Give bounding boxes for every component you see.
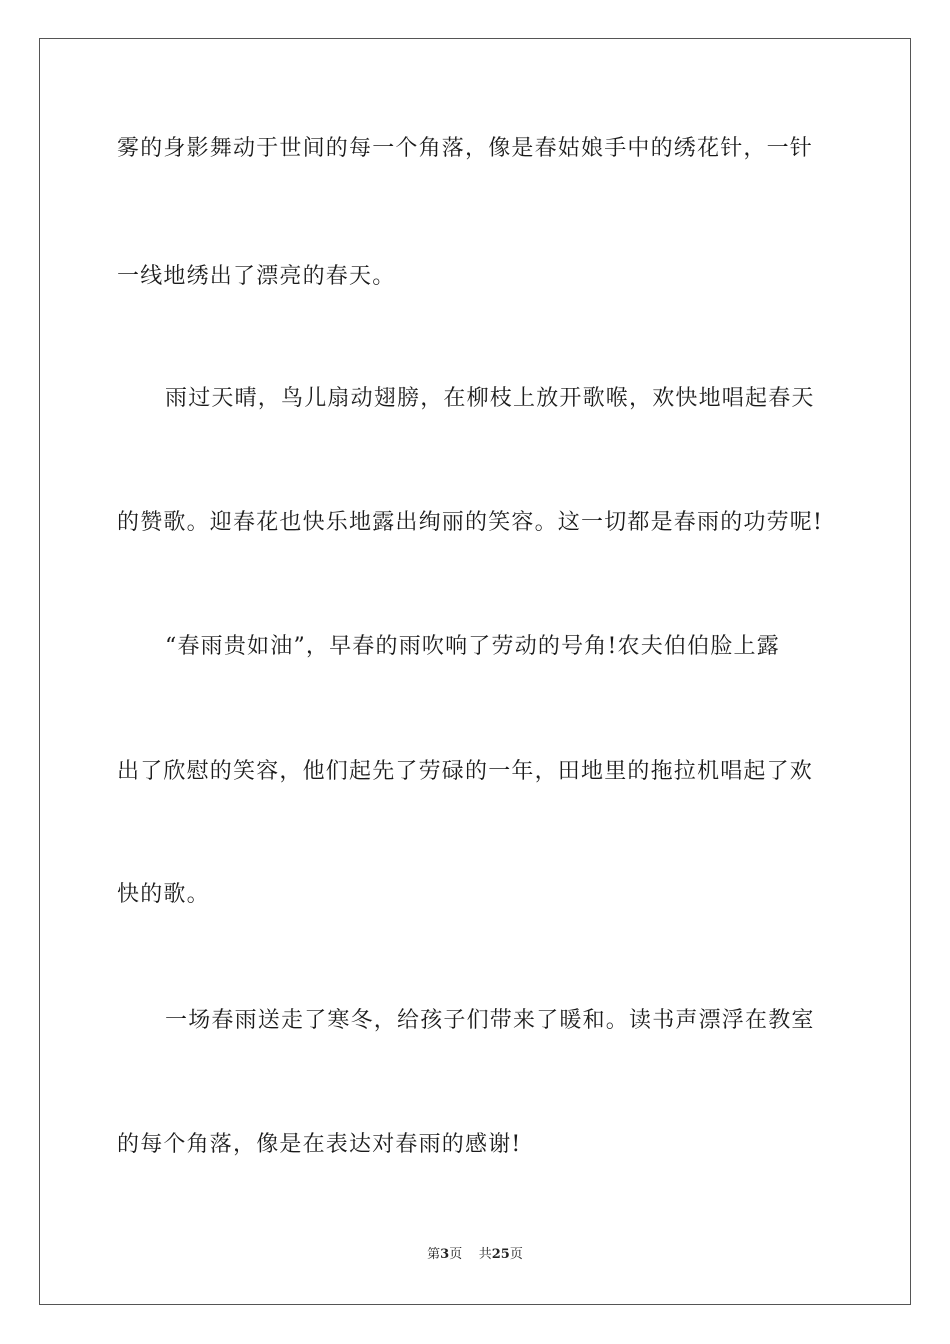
page-frame <box>39 38 911 1305</box>
text-line-4: 的赞歌。迎春花也快乐地露出绚丽的笑容。这一切都是春雨的功劳呢! <box>117 510 824 535</box>
text-line-9: 的每个角落，像是在表达对春雨的感谢! <box>117 1132 522 1157</box>
text-line-5: “春雨贵如油”，早春的雨吹响了劳动的号角!农夫伯伯脸上露 <box>165 634 780 659</box>
footer-total-prefix: 共 <box>478 1247 492 1262</box>
footer-page-prefix: 第 <box>427 1247 441 1262</box>
footer-page-suffix: 页 <box>449 1247 463 1262</box>
text-line-3: 雨过天晴，鸟儿扇动翅膀，在柳枝上放开歌喉，欢快地唱起春天 <box>165 386 815 411</box>
text-line-1: 雾的身影舞动于世间的每一个角落，像是春姑娘手中的绣花针，一针 <box>117 136 814 161</box>
text-line-2: 一线地绣出了漂亮的春天。 <box>117 264 396 289</box>
text-line-6: 出了欣慰的笑容，他们起先了劳碌的一年，田地里的拖拉机唱起了欢 <box>117 759 814 784</box>
footer-page-number: 3 <box>440 1247 450 1262</box>
page-footer <box>0 1246 950 1264</box>
footer-total-pages: 25 <box>491 1247 510 1262</box>
footer-total-suffix: 页 <box>509 1247 523 1262</box>
text-line-7: 快的歌。 <box>117 882 210 907</box>
text-line-8: 一场春雨送走了寒冬，给孩子们带来了暖和。读书声漂浮在教室 <box>165 1008 815 1033</box>
